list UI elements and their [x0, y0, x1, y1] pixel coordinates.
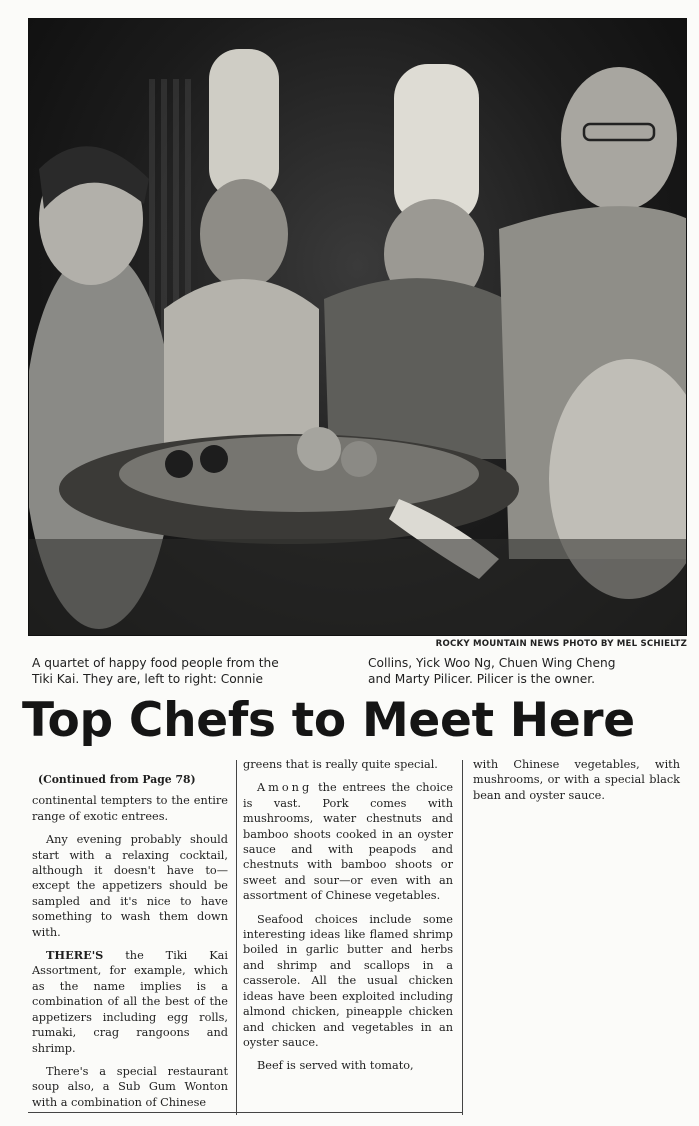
paragraph: Beef is served with tomato, — [257, 1059, 414, 1073]
article-column-2 — [243, 757, 453, 1082]
photo-caption-left — [32, 655, 347, 687]
paragraph — [243, 780, 453, 903]
caption-line: and Marty Pilicer. Pilicer is the owner. — [368, 672, 595, 686]
article-column-1 — [32, 773, 229, 1118]
caption-line: Collins, Yick Woo Ng, Chuen Wing Cheng — [368, 656, 616, 670]
article-column-3 — [473, 757, 680, 811]
photo-illustration — [29, 19, 687, 636]
headline: Top Chefs to Meet Here — [22, 693, 635, 748]
paragraph-text: the Tiki Kai Assortment, for example, which as the name implies is a combination of all the best of the appetizers including egg rolls, rumaki, crag rangoons and shrimp. — [32, 949, 229, 1055]
paragraph-lead: Among — [257, 781, 313, 795]
paragraph: with Chinese vegetables, with mushrooms, or with a special black bean and oyster sauce. — [473, 758, 680, 802]
news-photo — [28, 18, 687, 636]
paragraph: There's a special restaurant soup also, a Sub Gum Wonton with a combination of Chinese — [32, 1064, 228, 1109]
paragraph: Seafood choices include some interesting ideas like flamed shrimp boiled in garlic butter and herbs and shrimp and scallops in a casserole. All the usual chicken ideas have been exploited including almond chicken, pineapple chicken and chicken and vegetables in an oyster sauce. — [243, 912, 453, 1049]
column-rule — [462, 760, 463, 1115]
paragraph: Any evening probably should start with a relaxing cocktail, although it doesn't have to—except the appetizers should be sampled and it's nice to have something to wash them down with. — [32, 833, 228, 939]
column-rule — [236, 760, 237, 1115]
bottom-rule — [28, 1112, 463, 1113]
paragraph: greens that is really quite special. — [243, 758, 438, 771]
caption-line: Tiki Kai. They are, left to right: Connie — [32, 672, 264, 686]
photo-credit: ROCKY MOUNTAIN NEWS PHOTO BY MEL SCHIELTZ — [435, 639, 687, 649]
paragraph-lead: THERE'S — [46, 948, 104, 963]
photo-caption-right — [368, 655, 688, 687]
paragraph: continental tempters to the entire range of exotic entrees. — [32, 794, 228, 823]
paragraph-text: the entrees the choice is vast. Pork comes with mushrooms, water chestnuts and bamboo shoots cooked in an oyster sauce and with peapods and chestnuts with bamboo shoots or sweet and sour—or even with an assortment of Chinese vegetables. — [243, 781, 454, 903]
caption-line: A quartet of happy food people from the — [32, 656, 279, 670]
paragraph — [32, 948, 228, 1056]
continued-note: (Continued from Page 78) — [38, 773, 196, 786]
